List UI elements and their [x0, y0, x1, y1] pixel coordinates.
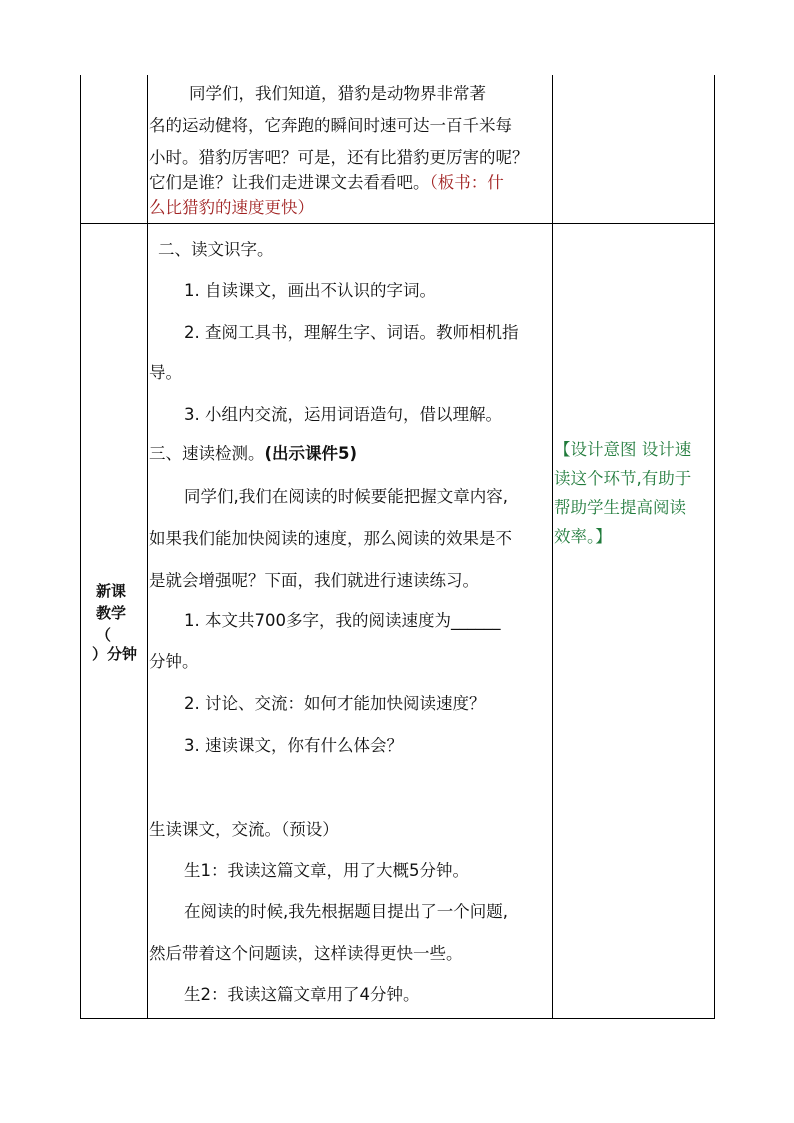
design-intent-line-2: 读这个环节,有助于: [554, 469, 692, 488]
section-3-title-text: 三、速读检测。: [149, 444, 265, 463]
design-intent-line-3: 帮助学生提高阅读: [554, 498, 686, 517]
paragraph-1b: 如果我们能加快阅读的速度，那么阅读的效果是不: [149, 529, 512, 548]
label-minutes: ）分钟: [92, 645, 138, 663]
paragraph-1a: 同学们,我们在阅读的时候要能把握文章内容,: [184, 487, 508, 506]
section-3-courseware: (出示课件5): [264, 444, 358, 463]
section-2-item-3: 3. 小组内交流，运用词语造句，借以理解。: [184, 405, 502, 424]
board-note-start: （板书：什: [429, 173, 504, 192]
label-new-lesson-2: 教学: [96, 604, 127, 622]
response-2: 生2：我读这篇文章用了4分钟。: [184, 985, 420, 1004]
design-intent-line-4: 效率。】: [554, 527, 612, 546]
question-1b: 分钟。: [149, 652, 199, 671]
response-1c: 然后带着这个问题读，这样读得更快一些。: [149, 944, 463, 963]
response-1b: 在阅读的时候,我先根据题目提出了一个问题,: [184, 902, 508, 921]
response-title: 生读课文，交流。（预设）: [149, 820, 339, 839]
question-3: 3. 速读课文，你有什么体会？: [184, 736, 403, 755]
question-1a: 1. 本文共700多字，我的阅读速度为______: [184, 611, 501, 630]
response-1: 生1：我读这篇文章，用了大概5分钟。: [184, 861, 469, 880]
intro-line-3: 小时。猎豹厉害吧？可是，还有比猎豹更厉害的呢？: [149, 148, 529, 167]
question-2: 2. 讨论、交流：如何才能加快阅读速度？: [184, 694, 486, 713]
section-2-item-2b: 导。: [149, 363, 182, 382]
label-paren-open: （: [96, 626, 112, 644]
section-2-item-1: 1. 自读课文，画出不认识的字词。: [184, 281, 436, 300]
label-new-lesson-1: 新课: [96, 582, 127, 600]
board-note-end: 么比猎豹的速度更快）: [149, 198, 314, 217]
section-2-item-2a: 2. 查阅工具书，理解生字、词语。教师相机指: [184, 323, 519, 342]
table-col-divider-2: [552, 75, 553, 1019]
design-intent-line-1: 【设计意图 设计速: [554, 440, 692, 459]
table-row-divider: [80, 223, 715, 224]
paragraph-1c: 是就会增强呢？下面，我们就进行速读练习。: [149, 571, 479, 590]
intro-line-2: 名的运动健将，它奔跑的瞬间时速可达一百千米每: [149, 116, 512, 135]
table-border-right: [714, 75, 715, 1019]
intro-line-4-text: 它们是谁？让我们走进课文去看看吧。: [149, 173, 430, 192]
section-3-title: [149, 444, 357, 464]
intro-line-1: 同学们，我们知道，猎豹是动物界非常著: [189, 84, 486, 103]
table-col-divider-1: [147, 75, 148, 1019]
table-border-bottom: [80, 1018, 715, 1019]
table-border-left: [80, 75, 81, 1019]
section-2-title: 二、读文识字。: [158, 240, 274, 259]
intro-line-4: [149, 173, 504, 193]
